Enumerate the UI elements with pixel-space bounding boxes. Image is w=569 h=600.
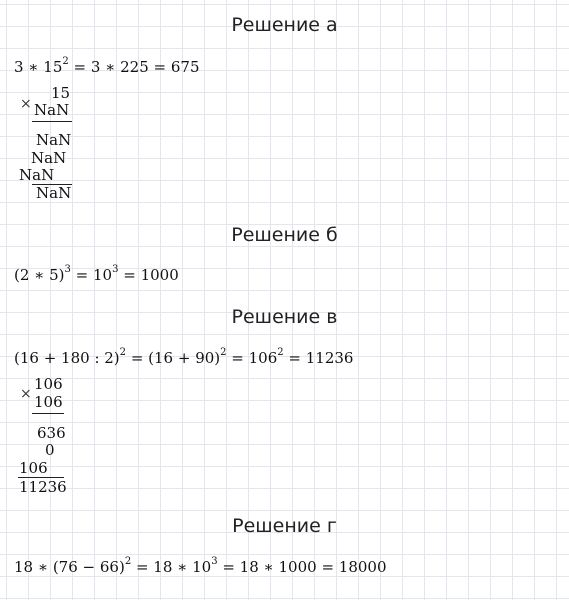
partial-product: NaN <box>36 131 72 149</box>
multiply-sign: × <box>20 96 32 112</box>
multiplicand: 106 <box>34 375 63 393</box>
partial-product: 106 <box>19 459 48 477</box>
product-result: 11236 <box>19 478 67 496</box>
multiplicand: 15 <box>51 84 71 102</box>
section-d-equation: 18 ∗ $(76 - 66)^2 = 18$ ∗ $10^3 = 18$ ∗ 1000 = 18000 <box>14 556 387 576</box>
multiplier: NaN <box>34 101 70 119</box>
multiplier: 106 <box>34 393 63 411</box>
section-b-heading: Решение б <box>231 224 338 246</box>
section-c-equation: (16 + 180 : $2)^2 = (16 + 90)^2 = 106^2 = 11236$ <box>14 347 354 367</box>
section-d-heading: Решение г <box>232 515 337 537</box>
partial-product: NaN <box>31 149 67 167</box>
partial-product: NaN <box>19 166 55 184</box>
column-rule <box>32 413 64 414</box>
section-b-equation: (2 ∗ $5)^3 = 10^3 = 1000$ <box>14 264 179 284</box>
multiply-sign: × <box>20 386 32 402</box>
section-a-heading: Решение а <box>231 14 338 36</box>
partial-product: 0 <box>45 441 55 459</box>
product-result: NaN <box>36 184 72 202</box>
section-a-equation: 3 ∗ $15^2 = 3$ ∗ 225 = 675 <box>14 56 200 76</box>
column-rule <box>32 121 72 122</box>
partial-product: 636 <box>37 424 66 442</box>
section-c-heading: Решение в <box>231 306 338 328</box>
